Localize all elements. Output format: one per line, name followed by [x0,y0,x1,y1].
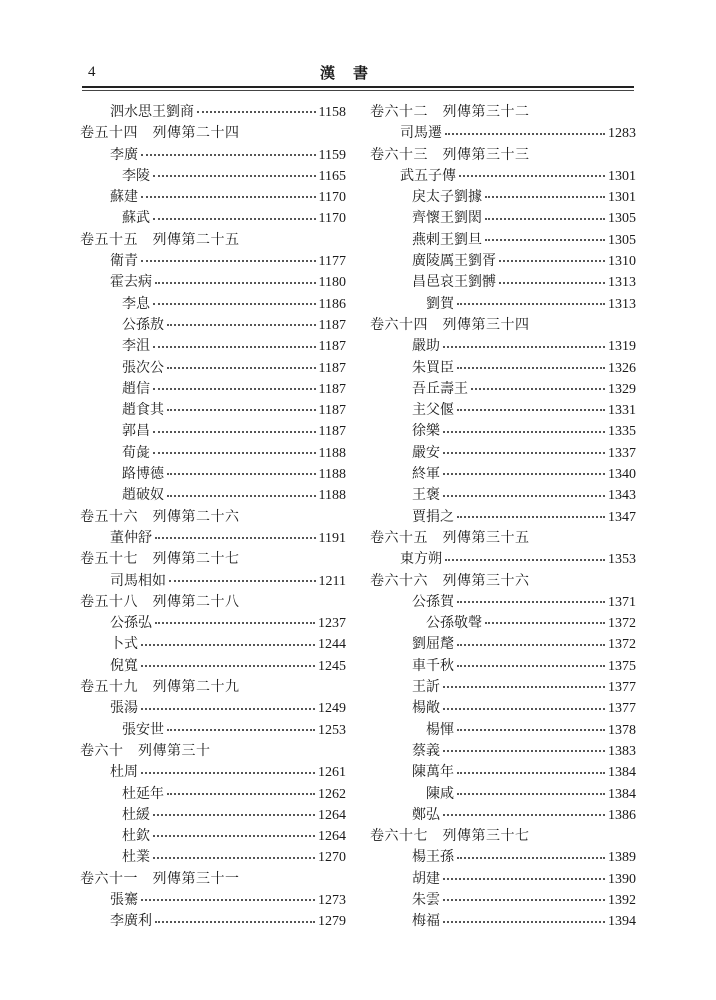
leader-dots [141,665,315,667]
toc-entry-title: 嚴安 [412,444,440,461]
toc-page-number: 1273 [318,892,346,908]
toc-page-number: 1371 [608,594,636,610]
leader-dots [457,409,605,411]
toc-entry-title: 卷五十八 列傳第二十八 [80,593,240,610]
toc-page-number: 1253 [318,722,346,738]
toc-page-number: 1187 [318,381,346,397]
toc-entry-title: 齊懷王劉閎 [412,210,482,227]
leader-dots [457,857,605,859]
toc-entry-title: 霍去病 [110,274,152,291]
toc-entry-title: 公孫賀 [412,593,454,610]
toc-entry-title: 李沮 [122,338,150,355]
toc-entry-title: 戾太子劉據 [412,189,482,206]
leader-dots [155,622,315,624]
toc-page-number: 1264 [318,807,346,823]
toc-entry [80,400,346,421]
toc-page-number: 1353 [608,552,636,568]
leader-dots [457,516,605,518]
toc-page-number: 1310 [608,254,636,270]
leader-dots [153,218,316,220]
toc-entry [80,166,346,187]
toc-entry-title: 衛青 [110,253,138,270]
toc-page-number: 1170 [318,190,346,206]
toc-entry-title: 吾丘壽王 [412,380,468,397]
toc-entry-title: 路博德 [122,466,164,483]
leader-dots [457,303,605,305]
toc-page-number: 1313 [608,296,636,312]
toc-entry [370,592,636,613]
toc-entry [370,485,636,506]
toc-entry [370,294,636,315]
toc-entry [370,272,636,293]
toc-page-number: 1377 [608,680,636,696]
toc-entry [370,400,636,421]
toc-left-column [80,102,346,933]
toc-chapter-heading [80,230,346,251]
toc-page-number: 1390 [608,871,636,887]
toc-entry-title: 卷六十三 列傳第三十三 [370,146,530,163]
leader-dots [443,899,605,901]
leader-dots [197,111,316,113]
leader-dots [443,878,605,880]
toc-entry-title: 楊惲 [426,721,454,738]
toc-entry [80,464,346,485]
leader-dots [141,644,315,646]
leader-dots [167,473,316,475]
toc-entry [370,464,636,485]
toc-entry-title: 張安世 [122,721,164,738]
toc-entry [80,379,346,400]
leader-dots [485,196,605,198]
toc-entry-title: 卷六十一 列傳第三十一 [80,870,240,887]
toc-entry-title: 張騫 [110,891,138,908]
toc-entry-title: 趙食其 [122,402,164,419]
toc-page-number: 1188 [318,488,346,504]
leader-dots [443,921,605,923]
toc-page-number: 1187 [318,403,346,419]
toc-chapter-heading [80,123,346,144]
toc-entry [370,123,636,144]
toc-entry [370,677,636,698]
toc-entry [80,826,346,847]
toc-entry [370,166,636,187]
toc-entry-title: 杜延年 [122,785,164,802]
toc-page-number: 1329 [608,381,636,397]
toc-page-number: 1237 [318,616,346,632]
toc-entry-title: 陳咸 [426,785,454,802]
leader-dots [499,282,605,284]
leader-dots [153,814,315,816]
leader-dots [457,793,605,795]
toc-page-number: 1313 [608,275,636,291]
toc-right-column [370,102,636,933]
toc-page-number: 1337 [608,445,636,461]
leader-dots [141,772,315,774]
toc-entry-title: 嚴助 [412,338,440,355]
toc-chapter-heading [370,145,636,166]
toc-page-number: 1170 [318,211,346,227]
leader-dots [167,495,316,497]
toc-entry [80,528,346,549]
toc-entry-title: 昌邑哀王劉髆 [412,274,496,291]
toc-page-number: 1384 [608,765,636,781]
toc-page-number: 1384 [608,786,636,802]
toc-page-number: 1301 [608,168,636,184]
toc-entry-title: 王褒 [412,487,440,504]
toc-entry-title: 卷六十七 列傳第三十七 [370,828,530,845]
toc-entry-title: 陳萬年 [412,764,454,781]
toc-entry [80,485,346,506]
toc-page-number: 1283 [608,126,636,142]
leader-dots [153,452,316,454]
toc-entry [370,421,636,442]
toc-page-number: 1187 [318,360,346,376]
leader-dots [153,346,316,348]
toc-entry-title: 主父偃 [412,402,454,419]
toc-chapter-heading [80,869,346,890]
leader-dots [153,303,316,305]
toc-entry [370,847,636,868]
toc-entry [370,634,636,655]
toc-entry-title: 蘇武 [122,210,150,227]
toc-entry-title: 鄭弘 [412,806,440,823]
toc-page-number: 1386 [608,807,636,823]
toc-page-number: 1319 [608,339,636,355]
toc-entry-title: 蔡義 [412,742,440,759]
toc-chapter-heading [80,507,346,528]
toc-entry-title: 朱買臣 [412,359,454,376]
toc-page-number: 1301 [608,190,636,206]
toc-chapter-heading [370,826,636,847]
toc-entry [370,784,636,805]
toc-page-number: 1191 [318,530,346,546]
toc-page-number: 1383 [608,743,636,759]
toc-entry [80,720,346,741]
toc-page-number: 1372 [608,637,636,653]
toc-entry-title: 司馬相如 [110,572,166,589]
toc-entry [370,443,636,464]
toc-page-number: 1335 [608,424,636,440]
toc-entry-title: 李廣利 [110,913,152,930]
toc-page-number: 1375 [608,658,636,674]
toc-page-number: 1394 [608,914,636,930]
toc-page-number: 1378 [608,722,636,738]
toc-page-number: 1187 [318,339,346,355]
leader-dots [153,388,316,390]
toc-entry-title: 李陵 [122,167,150,184]
toc-page-number: 1188 [318,467,346,483]
toc-entry [370,507,636,528]
toc-page-number: 1331 [608,403,636,419]
toc-chapter-heading [80,549,346,570]
leader-dots [485,218,605,220]
toc-chapter-heading [80,592,346,613]
toc-entry-title: 楊王孫 [412,849,454,866]
leader-dots [443,452,605,454]
toc-page-number: 1270 [318,850,346,866]
toc-page-number: 1186 [318,296,346,312]
toc-page-number: 1165 [318,168,346,184]
leader-dots [485,622,605,624]
toc-entry [370,549,636,570]
toc-entry [370,208,636,229]
page-number: 4 [88,64,96,80]
toc-entry-title: 東方朔 [400,551,442,568]
toc-entry [80,762,346,783]
toc-entry-title: 杜周 [110,764,138,781]
toc-page-number: 1392 [608,892,636,908]
toc-entry [370,230,636,251]
leader-dots [459,175,605,177]
toc-entry-title: 卷五十七 列傳第二十七 [80,551,240,568]
toc-entry-title: 卷六十五 列傳第三十五 [370,529,530,546]
toc-entry [370,379,636,400]
toc-entry [80,358,346,379]
toc-entry [80,443,346,464]
leader-dots [457,601,605,603]
toc-entry-title: 董仲舒 [110,529,152,546]
toc-entry-title: 趙破奴 [122,487,164,504]
leader-dots [445,559,605,561]
toc-entry-title: 倪寬 [110,657,138,674]
toc-entry-title: 廣陵厲王劉胥 [412,253,496,270]
toc-entry-title: 公孫敬聲 [426,615,482,632]
toc-entry [370,251,636,272]
toc-entry [80,847,346,868]
toc-entry [80,805,346,826]
toc-entry-title: 泗水思王劉商 [110,104,194,120]
toc-entry [80,251,346,272]
toc-entry-title: 梅福 [412,913,440,930]
toc-page-number: 1188 [318,445,346,461]
toc-page-number: 1305 [608,232,636,248]
toc-page-number: 1372 [608,616,636,632]
leader-dots [155,921,315,923]
toc-entry-title: 卷六十六 列傳第三十六 [370,572,530,589]
toc-entry-title: 卷六十四 列傳第三十四 [370,316,530,333]
toc-entry [370,911,636,932]
toc-page-number: 1377 [608,701,636,717]
toc-entry [80,294,346,315]
toc-entry-title: 賈捐之 [412,508,454,525]
toc-entry [80,102,346,123]
toc-chapter-heading [370,528,636,549]
leader-dots [445,133,605,135]
toc-entry [370,762,636,783]
toc-entry-title: 卷五十九 列傳第二十九 [80,679,240,696]
toc-entry-title: 卷六十二 列傳第三十二 [370,104,530,120]
toc-page-number: 1347 [608,509,636,525]
leader-dots [167,729,315,731]
running-title: 漢書 [320,64,387,82]
toc-entry [80,890,346,911]
toc-entry [370,741,636,762]
leader-dots [167,793,315,795]
toc-entry [80,208,346,229]
leader-dots [443,750,605,752]
toc-entry [80,613,346,634]
toc-entry-title: 蘇建 [110,189,138,206]
leader-dots [155,537,316,539]
toc-entry [80,145,346,166]
toc-chapter-heading [370,571,636,592]
toc-page-number: 1264 [318,829,346,845]
toc-entry [370,869,636,890]
toc-entry [80,421,346,442]
toc-entry-title: 劉賀 [426,295,454,312]
leader-dots [153,857,315,859]
leader-dots [167,367,316,369]
header-rule [82,86,634,88]
toc-entry [80,315,346,336]
toc-page-number: 1158 [318,105,346,120]
header-rule-thin [82,90,634,91]
toc-entry-title: 杜業 [122,849,150,866]
toc-entry-title: 王訢 [412,679,440,696]
toc-entry-title: 公孫敖 [122,316,164,333]
leader-dots [499,260,605,262]
toc-entry [370,720,636,741]
toc-entry [80,634,346,655]
leader-dots [443,686,605,688]
toc-page-number: 1305 [608,211,636,227]
toc-entry-title: 杜緩 [122,806,150,823]
toc-entry-title: 張湯 [110,700,138,717]
toc-entry [80,272,346,293]
toc-entry-title: 武五子傳 [400,167,456,184]
toc-page-number: 1187 [318,317,346,333]
leader-dots [153,431,316,433]
toc-entry-title: 徐樂 [412,423,440,440]
toc-entry-title: 燕剌王劉旦 [412,231,482,248]
leader-dots [141,708,315,710]
toc-chapter-heading [80,677,346,698]
toc-chapter-heading [80,741,346,762]
toc-entry-title: 張次公 [122,359,164,376]
leader-dots [443,346,605,348]
leader-dots [443,708,605,710]
toc-entry-title: 司馬遷 [400,125,442,142]
toc-entry [370,358,636,379]
toc-entry-title: 李廣 [110,146,138,163]
toc-entry-title: 卷五十四 列傳第二十四 [80,125,240,142]
toc-page-number: 1159 [318,147,346,163]
toc-page-number: 1249 [318,701,346,717]
toc-entry [370,187,636,208]
toc-page-number: 1261 [318,765,346,781]
leader-dots [443,431,605,433]
leader-dots [457,772,605,774]
leader-dots [153,175,316,177]
leader-dots [167,409,316,411]
toc-entry-title: 郭昌 [122,423,150,440]
toc-entry [80,336,346,357]
toc-page-number: 1245 [318,658,346,674]
leader-dots [457,367,605,369]
toc-page-number: 1211 [318,573,346,589]
leader-dots [457,729,605,731]
leader-dots [443,473,605,475]
toc-entry-title: 卷六十 列傳第三十 [80,742,211,759]
toc-page-number: 1262 [318,786,346,802]
toc-entry [80,187,346,208]
toc-entry [80,784,346,805]
toc-chapter-heading [370,102,636,123]
leader-dots [443,814,605,816]
toc-entry [370,805,636,826]
toc-page-number: 1244 [318,637,346,653]
toc-entry-title: 李息 [122,295,150,312]
toc-page-number: 1180 [318,275,346,291]
leader-dots [141,154,316,156]
toc-page-number: 1187 [318,424,346,440]
leader-dots [457,644,605,646]
toc-entry-title: 趙信 [122,380,150,397]
toc-entry-title: 卷五十六 列傳第二十六 [80,508,240,525]
toc-entry [80,571,346,592]
toc-page-number: 1177 [318,254,346,270]
toc-entry [370,698,636,719]
toc-entry-title: 荀彘 [122,444,150,461]
toc-chapter-heading [370,315,636,336]
toc-page-number: 1343 [608,488,636,504]
toc-entry-title: 劉屈氂 [412,636,454,653]
toc-entry-title: 卜式 [110,636,138,653]
toc-entry-title: 杜欽 [122,828,150,845]
leader-dots [141,196,316,198]
toc-page-number: 1389 [608,850,636,866]
toc-entry [370,336,636,357]
leader-dots [141,260,316,262]
leader-dots [153,835,315,837]
leader-dots [471,388,605,390]
toc-entry-title: 終軍 [412,466,440,483]
toc-entry [80,656,346,677]
leader-dots [167,324,316,326]
leader-dots [141,899,315,901]
toc-entry [370,656,636,677]
toc-page-number: 1279 [318,914,346,930]
toc-entry-title: 車千秋 [412,657,454,674]
toc-entry-title: 卷五十五 列傳第二十五 [80,231,240,248]
toc-entry [80,698,346,719]
leader-dots [169,580,316,582]
toc-entry [80,911,346,932]
leader-dots [485,239,605,241]
leader-dots [457,665,605,667]
toc-page-number: 1340 [608,467,636,483]
leader-dots [443,495,605,497]
toc-entry-title: 胡建 [412,870,440,887]
toc-entry-title: 楊敞 [412,700,440,717]
toc-page-number: 1326 [608,360,636,376]
leader-dots [155,282,316,284]
toc-entry-title: 朱雲 [412,891,440,908]
toc-entry [370,890,636,911]
toc-entry-title: 公孫弘 [110,615,152,632]
toc-entry [370,613,636,634]
